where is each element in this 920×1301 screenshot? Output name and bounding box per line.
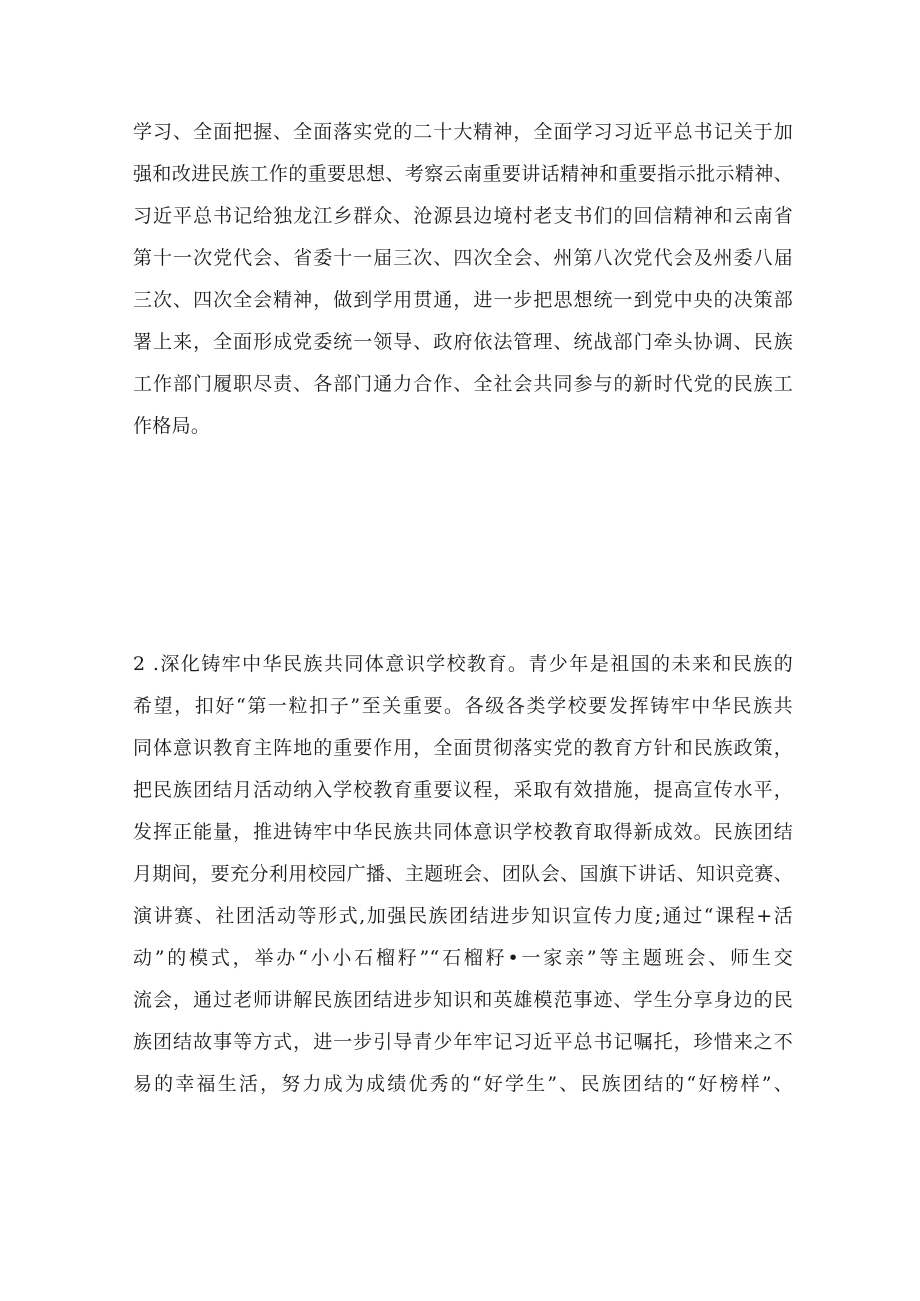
- text-line: 把民族团结月活动纳入学校教育重要议程，采取有效措施，提高宣传水平，: [133, 779, 793, 801]
- text-line: 强和改进民族工作的重要思想、考察云南重要讲话精神和重要指示批示精神、: [133, 163, 793, 185]
- text-line: 作格局。: [133, 415, 211, 437]
- text-line: 月期间，要充分利用校园广播、主题班会、团队会、国旗下讲话、知识竞赛、: [133, 863, 793, 885]
- text-line: 发挥正能量，推进铸牢中华民族共同体意识学校教育取得新成效。民族团结: [133, 821, 793, 843]
- text-line: 演讲赛、社团活动等形式,加强民族团结进步知识宣传力度;通过“课程+活: [133, 905, 793, 927]
- text-line: 第十一次党代会、省委十一届三次、四次全会、州第八次党代会及州委八届: [133, 247, 793, 269]
- text-line: 习近平总书记给独龙江乡群众、沧源县边境村老支书们的回信精神和云南省: [133, 205, 793, 227]
- text-line: 易的幸福生活，努力成为成绩优秀的“好学生”、民族团结的“好榜样”、: [133, 1073, 793, 1095]
- text-line: 三次、四次全会精神，做到学用贯通，进一步把思想统一到党中央的决策部: [133, 289, 793, 311]
- text-line: 学习、全面把握、全面落实党的二十大精神，全面学习习近平总书记关于加: [133, 121, 793, 143]
- text-line: 希望，扣好“第一粒扣子”至关重要。各级各类学校要发挥铸牢中华民族共: [133, 695, 793, 717]
- text-line: 动”的模式，举办“小小石榴籽”“石榴籽•一家亲”等主题班会、师生交: [133, 947, 793, 969]
- text-line: 族团结故事等方式，进一步引导青少年牢记习近平总书记嘱托，珍惜来之不: [133, 1031, 793, 1053]
- text-line: 同体意识教育主阵地的重要作用，全面贯彻落实党的教育方针和民族政策，: [133, 737, 793, 759]
- paragraph-2: [133, 643, 793, 1105]
- text-line: 流会，通过老师讲解民族团结进步知识和英雄模范事迹、学生分享身边的民: [133, 989, 793, 1011]
- text-line: 工作部门履职尽责、各部门通力合作、全社会共同参与的新时代党的民族工: [133, 373, 793, 395]
- paragraph-1: [133, 111, 793, 447]
- section-heading-line: 2 .深化铸牢中华民族共同体意识学校教育。青少年是祖国的未来和民族的: [133, 653, 793, 675]
- text-line: 署上来，全面形成党委统一领导、政府依法管理、统战部门牵头协调、民族: [133, 331, 793, 353]
